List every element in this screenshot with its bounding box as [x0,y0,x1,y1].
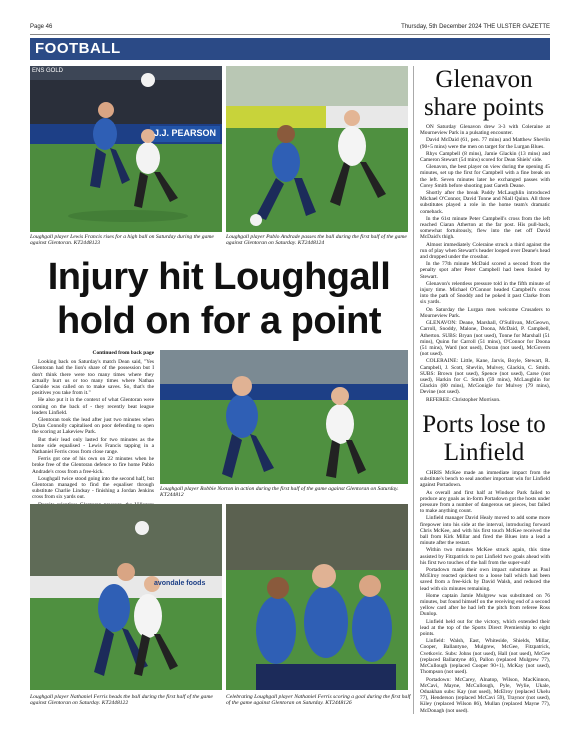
article-2-para: In the 61st minute Peter Campbell's cross from the left reached Ciaran Atherton at the far post. His pull-back, somewhat fortuitously, flew into the net off David McDaid's thigh. [420,215,550,241]
article-2-para: In the 77th minute McDaid scored a second from the penalty spot after Peter Campbell had been fouled by Stewart. [420,261,550,280]
article-2-para: Almost immediately Coleraine struck a third against the run of play when Stewart's header looped over Deane's head and dropped under the crossbar. [420,241,550,261]
article-2-para: Glenavon, the best player on view during the opening 45 minutes, set up the first for Campbell with a fine break on the left. Seven minutes later he exchanged passes with Corey Smith before shooting past Gareth Deane. [420,164,550,189]
article-1-body [32,350,154,515]
article-3-body [420,470,550,715]
article-1-para: He also put it in the context of what Glentoran were coming on the back of - they recently beat league leaders Linfield. [32,397,154,416]
article-3-para: As overall and first half at Windsor Park failed to produce any goals as in-form Portadown got the hosts under pressure from a number of dangerous set pieces, but failed to make anything count. [420,489,550,515]
article-2-headline: Glenavon share points [423,66,545,121]
photo-pablo-andrade-image [226,66,408,232]
main-headline: Injury hit Loughgall hold on for a point [47,256,391,342]
article-3-para: Linfield manager David Healy moved to add some more firepower into his side at the interval, introducing forward Chris McKee, and with his first touch McKee received the ball from Kirk Millar and fired the Blues into a lead a minute after the restart. [420,515,550,547]
article-3-para: Within two minutes McKee struck again, this time assisted by Fitzpatrick to put Linfield two goals ahead with his first two touches of the ball from the super-sub! [420,547,550,566]
photo-lewis-francis-image [30,66,222,232]
article-1-para: Ferris got one of his own on 22 minutes when he broke free of the Glentoran defence to fire home Pablo Andrade's cross from a free-kick. [32,456,154,475]
article-3-para: Portadown: McCarey, Alnatop, Wilson, MacKinnon, McCavi, Mayne, McCullough, Pyle, Wylie, Ukale, Oduakhan subs: Kay (not used), McElroy (replaced Ukelu 77), Henderson (replaced McCavi 59), Traynor (not used), Kiley (replaced Wilson 86), Mullan (replaced Mayne 77), McDonagh (not used). [420,676,550,714]
photo-caption-nathaniel-ferris-celebration: Celebrating Loughgall player Nathaniel Ferris scoring a goal during the first half of the game against Glentoran on Saturday. KT2448126 [226,694,411,707]
photo-nathaniel-ferris-header-image [30,504,222,690]
photo-caption-pablo-andrade: Loughgall player Pablo Andrade passes the ball during the first half of the game against Glentoran on Saturday. KT2448124 [226,234,407,247]
photo-lewis-francis [30,66,222,232]
page-header [30,22,550,35]
photo-robbie-norton-image [160,350,408,484]
photo-robbie-norton [160,350,408,484]
article-2-para: COLERAINE: Little, Kane, Jarvis, Boyle, Stewart, R. Campbell, J. Scott, Shevlin, Mulvey, Glackin, C. Smith. SUBS: Brown (not used), Spence (not used), Carse (not used), Harkin for C. Smith (59 mins), McLaughlin for Glackin (80 mins), McGonigle for Mulvey (79 mins), Devine (not used). [420,358,550,396]
page-date: Thursday, 5th December 2024 THE ULSTER GAZETTE [401,24,550,30]
photo-nathaniel-ferris-header [30,504,222,690]
article-2-para: David McDaid (61, pen. 77 mins) and Matthew Shevlin (90+5 mins) were the men on target for the Lurgan Blues. [420,137,550,150]
page-number: Page 46 [30,24,53,30]
article-2-para: REFEREE: Christopher Morrison. [426,396,501,403]
photo-caption-lewis-francis: Loughgall player Lewis Francis rises for a high ball on Saturday during the game against Glentoran. KT2448123 [30,234,214,247]
article-2-para: On Saturday the Lurgan men welcome Crusaders to Mourneview Park. [420,306,550,319]
continued-note: Continued from back page [92,350,154,356]
article-2-para: Rhys Campbell (8 mins), Jamie Glackin (13 mins) and Cameron Stewart (54 mins) scored for Dean Shiels' side. [420,150,550,164]
article-2-para: Glenavon's relentless pressure told in the fifth minute of injury time. Michael O'Connor headed Campbell's cross into the path of Snoddy and he poked it past Clarke from six yards. [420,280,550,306]
article-1-para: Glentoran took the lead after just two minutes when Dylan Connolly capitalised on poor defending to open the scoring at Lakeview Park. [32,417,154,436]
section-title: FOOTBALL [35,40,121,57]
article-1-para: Looking back on Saturday's match Dean said, "Yes Glentoran had the lion's share of the possession but I don't think there were too many times where they actually hurt us or too many times where Nathan Garside was called on to make saves. So, that's the positives you take from it." [32,359,154,397]
article-3-para: CHRIS McKee made an immediate impact from the substitute's bench to seal another important win for Linfield against Portadown. [420,470,550,489]
photo-nathaniel-ferris-celebration [226,504,408,690]
article-1-para: But their lead only lasted for two minutes as the home side equalised - Lewis Francis tapping in a Nathaniel Ferris cross from close range. [32,436,154,456]
photo-pablo-andrade [226,66,408,232]
article-3-para: Linfield held out for the victory, which extended their lead at the top of the Sports Direct Premiership to eight points. [420,618,550,638]
photo-caption-robbie-norton: Loughgall player Robbie Norton in action during the first half of the game against Glentoran on Saturday. KT244812 [160,486,399,499]
ad-board-text-2: ENS GOLD [32,68,64,74]
column-divider [413,66,414,714]
section-banner [30,38,550,60]
ad-board-text: avondale foods [154,580,206,587]
article-2-para: Shortly after the break Paddy McLaughlin introduced Michael O'Connor, David Tonne and Niall Quinn. All three substitutes played a role in the home team's dramatic comeback. [420,190,550,215]
article-3-para: Portadown made their own impact substitute as Paul McElroy reacted quickest to a loose ball which had been saved from a free-kick by David Walsh, and reduced the lead with six minutes remaining. [420,567,550,592]
article-3-para: Linfield: Walsh, East, Whiteside, Shields, Millar, Cooper, Ballantyne, Mulgrew, McGee, Fitzpatrick, Cvetkovic. Subs: Johns (not used), Hall (not used), McGee (replaced Ballantyne 46), Pallon (replaced Mulgrew 77), McCullough (replaced Cooper 90+1), McKay (not used), Thompson (not used). [420,638,550,676]
article-2-para: ON Saturday Glenavon drew 3-3 with Coleraine at Mourneview Park in a pulsating encounter. [420,124,550,137]
photo-nathaniel-ferris-celebration-image [226,504,408,690]
photo-caption-nathaniel-ferris-header: Loughgall player Nathaniel Ferris heads the ball during the first half of the game against Glentoran on Saturday. KT2448122 [30,694,213,707]
article-1-para: Loughgall twice stood going into the second half, but Glentoran managed to find the equaliser through substitute Charlie Lindsay - finishing a Jordan Jenkins cross from six yards out. [32,475,154,501]
ad-board-text: J.J. PEARSON [154,128,217,138]
article-2-body [420,124,550,404]
article-3-para: Home captain Jamie Mulgrew was substituted on 76 minutes, but found himself on the receiving end of a second yellow card after he had left the pitch from referee Ross Dunlop. [420,592,550,618]
article-2-para: GLENAVON: Deane, Marshall, O'Sullivan, McGeown, Carroll, Snoddy, Malone, Doona, McDaid, P. Campbell, Atherton. SUBS: Bryan (not used), Tonne for Marshall (51 mins), Quinn for Carroll (51 mins), O'Connor for Doona (51 mins), Ward (not used), Doran (not used), McGovern (not used). [420,320,550,358]
article-3-headline: Ports lose to Linfield [422,411,546,466]
